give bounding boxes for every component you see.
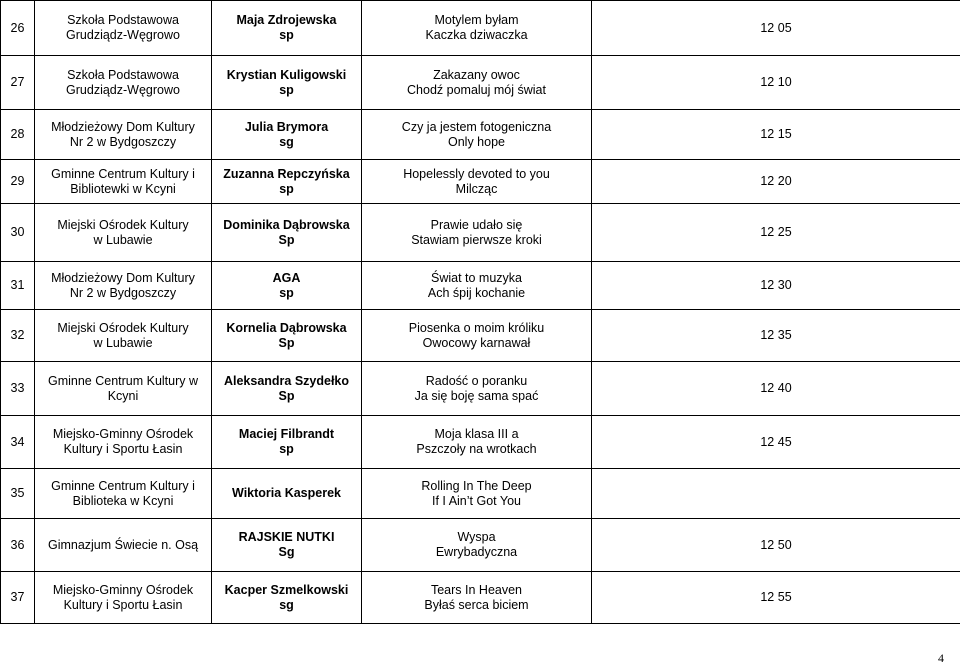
performance-time: 12 50	[592, 519, 960, 572]
songs	[362, 519, 592, 572]
performer-line: sp	[279, 28, 294, 42]
institution-line: Gimnazjum Świecie n. Osą	[47, 537, 199, 552]
performance-time: 12 55	[592, 572, 960, 624]
institution-line: Gminne Centrum Kultury i	[51, 478, 195, 493]
song-line: Pszczoły na wrotkach	[416, 442, 537, 456]
row-number: 27	[1, 56, 35, 110]
songs	[362, 110, 592, 160]
songs	[362, 310, 592, 362]
institution-line: Nr 2 w Bydgoszczy	[69, 134, 177, 149]
songs	[362, 1, 592, 56]
song-line: Rolling In The Deep	[421, 478, 532, 493]
performer	[212, 572, 362, 624]
institution-line: w Lubawie	[93, 335, 153, 350]
performer-line: Kacper Szmelkowski	[224, 582, 349, 597]
institution	[35, 262, 212, 310]
table-row	[1, 160, 960, 204]
performer-line: sg	[279, 597, 294, 612]
performer-line: Maja Zdrojewska	[236, 13, 337, 27]
institution	[35, 1, 212, 56]
song-line: Ewrybadyczna	[435, 545, 518, 559]
table-row	[1, 362, 960, 416]
performance-time	[592, 469, 960, 519]
song-line: Chodź pomaluj mój świat	[407, 82, 546, 97]
row-number: 36	[1, 519, 35, 572]
song-line: Ja się boję sama spać	[414, 388, 539, 403]
performance-time: 12 05	[592, 1, 960, 56]
performer-line: Sg	[278, 545, 295, 559]
table-row	[1, 262, 960, 310]
songs	[362, 160, 592, 204]
institution-line: Kultury i Sportu Łasin	[63, 442, 183, 456]
song-line: Prawie udało się	[430, 217, 523, 232]
performer	[212, 110, 362, 160]
row-number: 29	[1, 160, 35, 204]
performer-line: Dominika Dąbrowska	[223, 217, 350, 232]
performer-line: Maciej Filbrandt	[238, 427, 335, 441]
institution-line: Grudziądz-Węgrowo	[66, 28, 180, 42]
song-line: Radość o poranku	[425, 373, 528, 388]
row-number: 26	[1, 1, 35, 56]
songs	[362, 572, 592, 624]
songs	[362, 204, 592, 262]
institution-line: Szkoła Podstawowa	[67, 13, 179, 27]
performer	[212, 519, 362, 572]
performer-line: Zuzanna Repczyńska	[223, 166, 350, 181]
institution-line: Młodzieżowy Dom Kultury	[51, 119, 195, 134]
performer-line: sp	[279, 181, 294, 196]
table-row	[1, 56, 960, 110]
performer-line: Wiktoria Kasperek	[232, 486, 341, 500]
performer-line: sp	[279, 442, 294, 456]
performance-time: 12 35	[592, 310, 960, 362]
song-line: Owocowy karnawał	[422, 335, 531, 350]
songs	[362, 362, 592, 416]
song-line: Moja klasa III a	[434, 427, 519, 441]
table-row	[1, 416, 960, 469]
institution	[35, 572, 212, 624]
song-line: Świat to muzyka	[430, 270, 522, 285]
schedule-body	[1, 1, 960, 624]
song-line: Hopelessly devoted to you	[403, 166, 550, 181]
institution	[35, 110, 212, 160]
song-line: Zakazany owoc	[433, 67, 520, 82]
performer	[212, 1, 362, 56]
table-row	[1, 572, 960, 624]
institution-line: Gminne Centrum Kultury i	[51, 166, 195, 181]
performer	[212, 160, 362, 204]
performer	[212, 262, 362, 310]
songs	[362, 416, 592, 469]
songs	[362, 56, 592, 110]
performer-line: Aleksandra Szydełko	[223, 373, 350, 388]
performer-line: Sp	[278, 335, 295, 350]
institution	[35, 519, 212, 572]
institution	[35, 416, 212, 469]
institution-line: Kcyni	[107, 388, 139, 403]
song-line: Tears In Heaven	[430, 582, 523, 597]
song-line: Byłaś serca biciem	[424, 597, 529, 612]
performance-time: 12 15	[592, 110, 960, 160]
song-line: If I Ain’t Got You	[432, 493, 521, 508]
performer	[212, 56, 362, 110]
performer-line: Sp	[278, 232, 295, 247]
song-line: Ach śpij kochanie	[427, 285, 526, 300]
performer-line: Krystian Kuligowski	[226, 67, 347, 82]
row-number: 33	[1, 362, 35, 416]
performer-line: Sp	[278, 388, 295, 403]
institution-line: Gminne Centrum Kultury w	[47, 373, 199, 388]
performer	[212, 310, 362, 362]
performer-line: Kornelia Dąbrowska	[226, 320, 347, 335]
institution-line: Miejsko-Gminny Ośrodek	[52, 582, 194, 597]
performer-line: sp	[279, 82, 294, 97]
institution-line: Nr 2 w Bydgoszczy	[69, 285, 177, 300]
song-line: Motylem byłam	[434, 13, 519, 27]
institution-line: Biblioteka w Kcyni	[72, 493, 174, 508]
institution	[35, 469, 212, 519]
row-number: 30	[1, 204, 35, 262]
institution-line: Bibliotewki w Kcyni	[70, 181, 176, 196]
table-row	[1, 310, 960, 362]
table-row	[1, 469, 960, 519]
performer	[212, 362, 362, 416]
institution-line: Miejsko-Gminny Ośrodek	[52, 427, 194, 441]
performer-line: RAJSKIE NUTKI	[238, 530, 335, 544]
table-row	[1, 1, 960, 56]
institution	[35, 362, 212, 416]
institution-line: Grudziądz-Węgrowo	[66, 82, 180, 97]
performer	[212, 469, 362, 519]
row-number: 35	[1, 469, 35, 519]
performance-time: 12 30	[592, 262, 960, 310]
performer-line: Julia Brymora	[244, 119, 329, 134]
institution-line: Młodzieżowy Dom Kultury	[51, 270, 195, 285]
songs	[362, 262, 592, 310]
institution-line: Miejski Ośrodek Kultury	[57, 320, 189, 335]
songs	[362, 469, 592, 519]
row-number: 28	[1, 110, 35, 160]
page-number: 4	[938, 651, 944, 665]
performer	[212, 204, 362, 262]
song-line: Stawiam pierwsze kroki	[411, 232, 542, 247]
institution-line: w Lubawie	[93, 232, 153, 247]
song-line: Czy ja jestem fotogeniczna	[401, 119, 552, 134]
institution-line: Miejski Ośrodek Kultury	[57, 217, 189, 232]
song-line: Kaczka dziwaczka	[425, 28, 528, 42]
row-number: 32	[1, 310, 35, 362]
row-number: 37	[1, 572, 35, 624]
table-row	[1, 519, 960, 572]
performance-time: 12 20	[592, 160, 960, 204]
institution-line: Szkoła Podstawowa	[67, 67, 179, 82]
row-number: 31	[1, 262, 35, 310]
institution	[35, 56, 212, 110]
table-row	[1, 204, 960, 262]
performer-line: AGA	[272, 270, 301, 285]
table-row	[1, 110, 960, 160]
performance-time: 12 45	[592, 416, 960, 469]
performance-time: 12 25	[592, 204, 960, 262]
song-line: Wyspa	[457, 530, 496, 544]
row-number: 34	[1, 416, 35, 469]
performer-line: sp	[279, 285, 294, 300]
performer	[212, 416, 362, 469]
song-line: Piosenka o moim króliku	[408, 320, 545, 335]
performance-time: 12 10	[592, 56, 960, 110]
performance-time: 12 40	[592, 362, 960, 416]
institution	[35, 310, 212, 362]
song-line: Milcząc	[455, 181, 498, 196]
institution-line: Kultury i Sportu Łasin	[63, 597, 183, 612]
song-line: Only hope	[448, 134, 505, 149]
performer-line: sg	[279, 134, 294, 149]
institution	[35, 204, 212, 262]
institution	[35, 160, 212, 204]
